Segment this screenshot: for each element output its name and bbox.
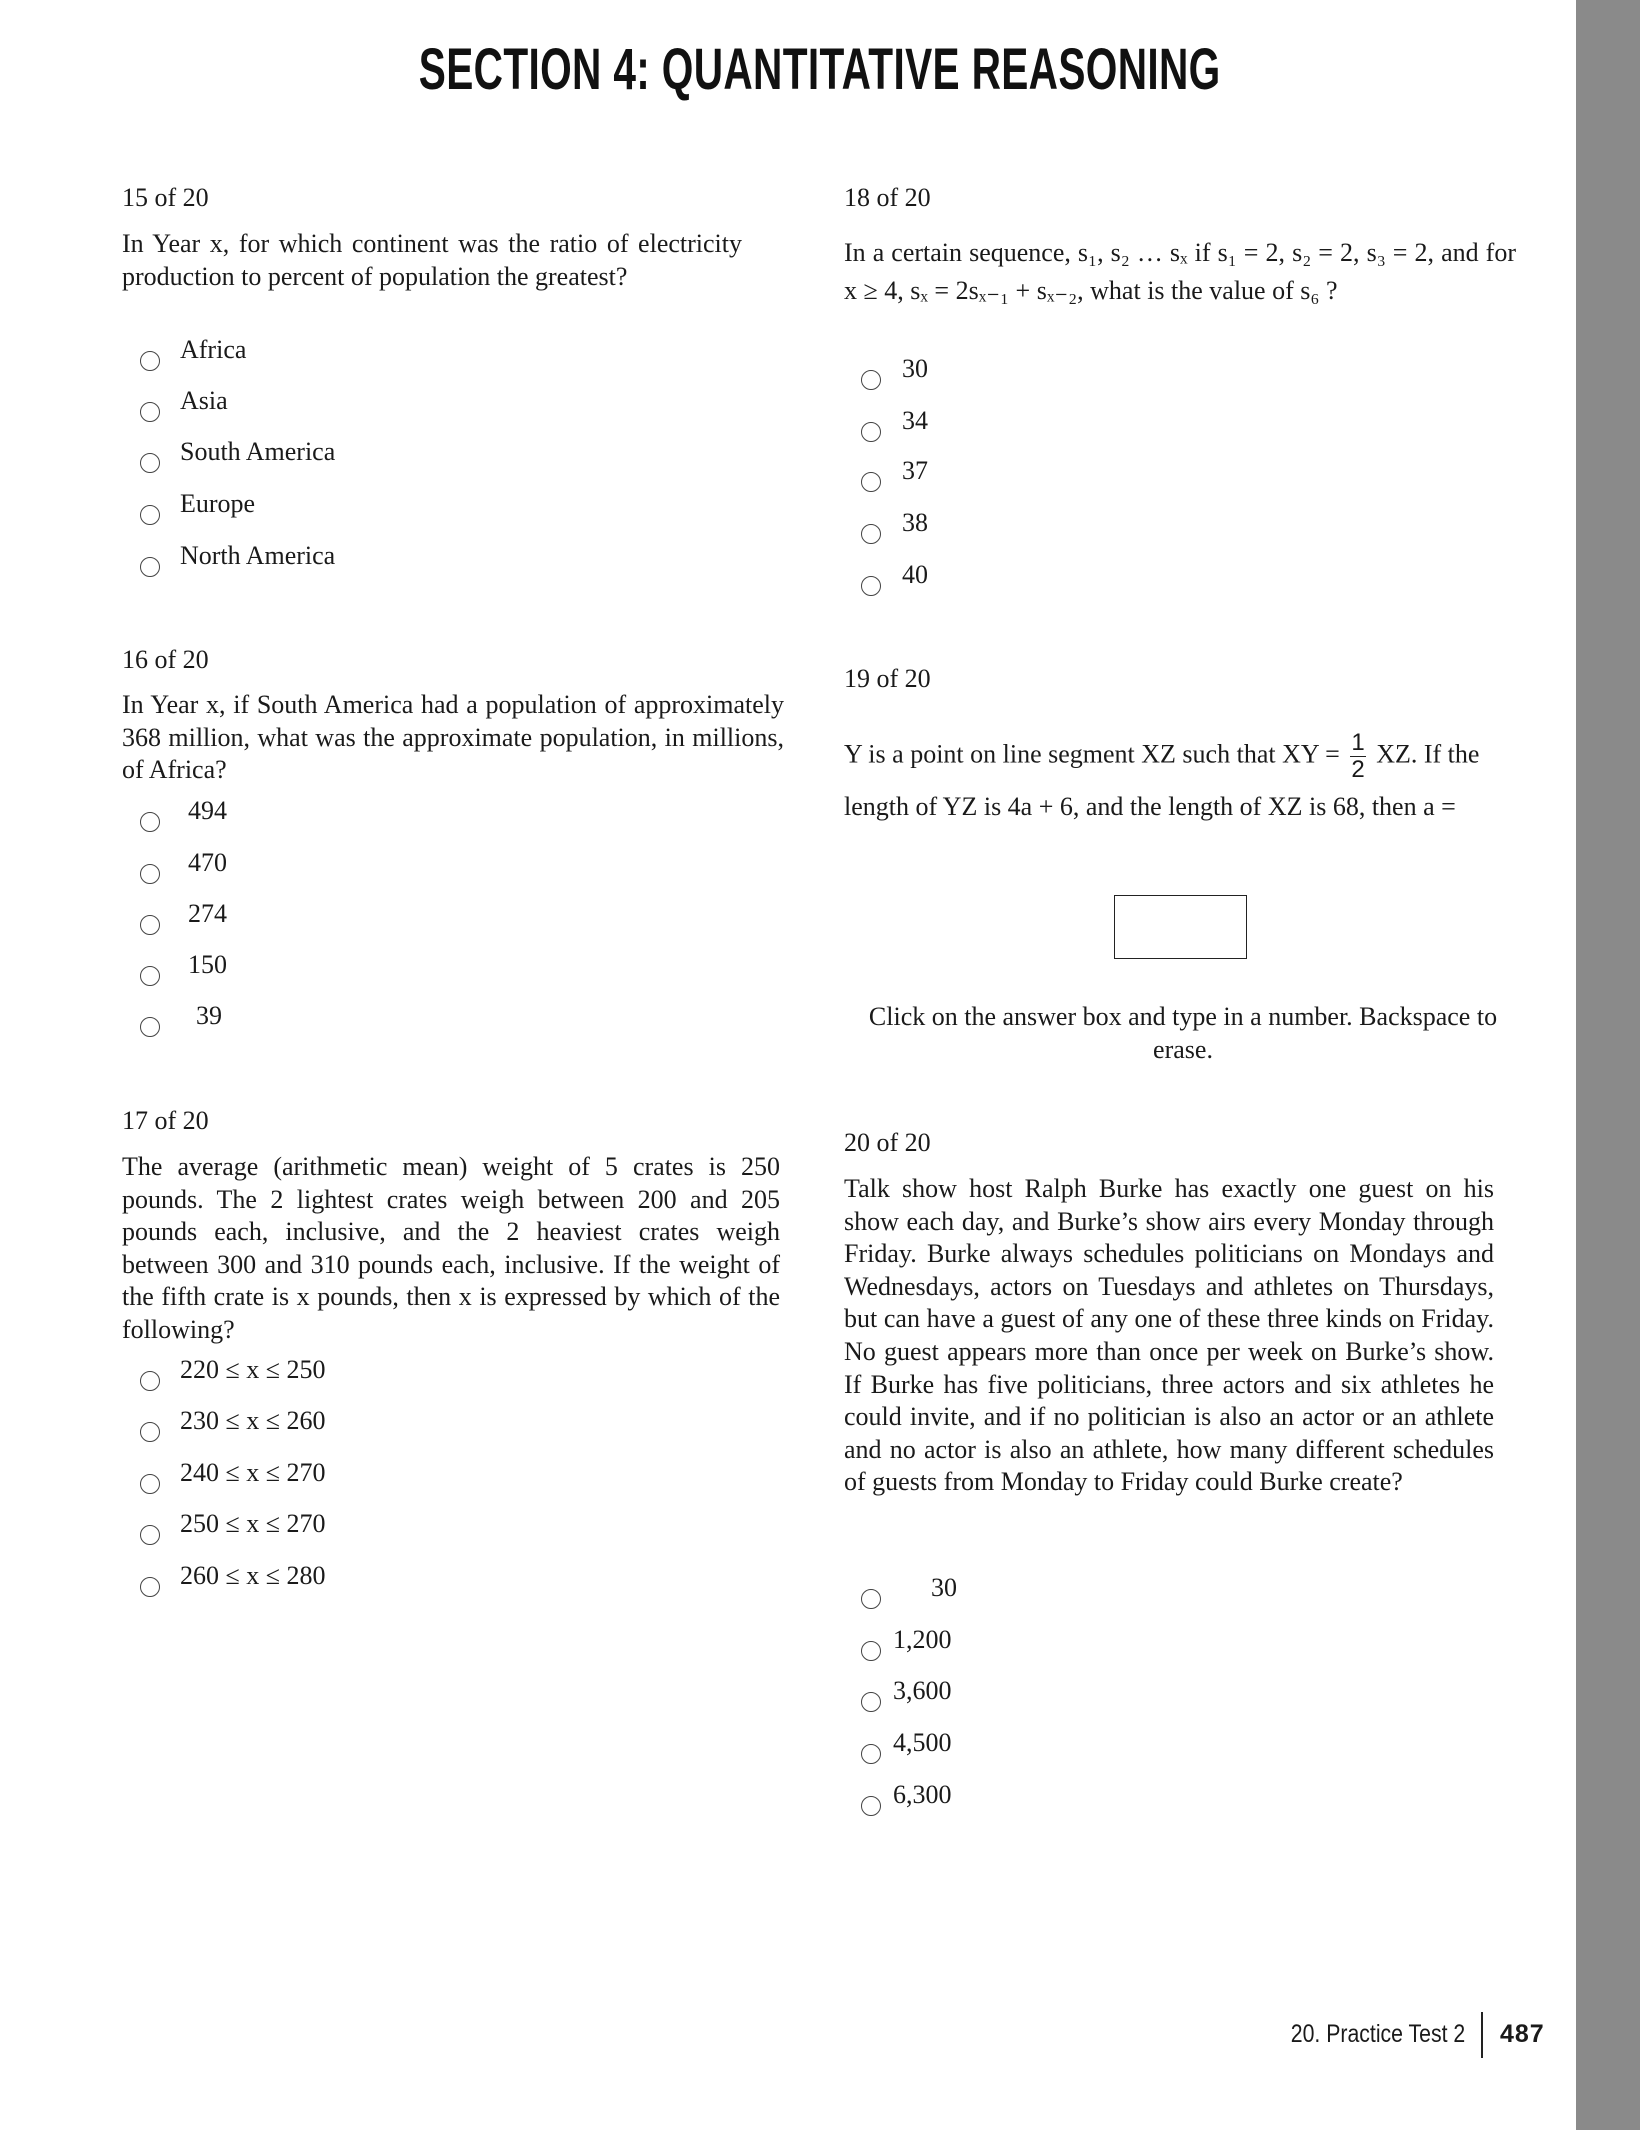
question-number: 16 of 20 [122, 645, 209, 674]
radio-button[interactable] [140, 864, 160, 884]
answer-option[interactable] [140, 386, 540, 422]
radio-button[interactable] [140, 1525, 160, 1545]
fraction-denominator: 2 [1351, 756, 1365, 783]
option-label: 494 [188, 796, 227, 825]
section-title-text: SECTION 4: QUANTITATIVE REASONING [419, 37, 1221, 102]
radio-button[interactable] [140, 915, 160, 935]
answer-option[interactable] [140, 335, 540, 371]
radio-button[interactable] [861, 1589, 881, 1609]
answer-option[interactable] [140, 899, 540, 935]
option-label: 274 [188, 899, 227, 928]
answer-option[interactable] [140, 541, 540, 577]
radio-button[interactable] [140, 557, 160, 577]
option-label: 1,200 [893, 1625, 952, 1654]
option-label: 37 [902, 456, 928, 485]
question-number: 20 of 20 [844, 1128, 931, 1157]
option-label: 38 [902, 508, 928, 537]
option-label: 220 ≤ x ≤ 250 [180, 1355, 326, 1384]
option-label: 230 ≤ x ≤ 260 [180, 1406, 326, 1435]
fraction-numerator: 1 [1351, 729, 1365, 756]
question-number: 17 of 20 [122, 1106, 209, 1135]
question-text: In a certain sequence, s₁, s₂ … sₓ if s₁ = 2, s₂ = 2, s₃ = 2, and for x ≥ 4, sₓ = 2sₓ₋₁ + sₓ₋₂, what is the value of s₆ ? [844, 238, 1516, 305]
answer-option[interactable] [140, 848, 540, 884]
radio-button[interactable] [140, 351, 160, 371]
radio-button[interactable] [861, 1692, 881, 1712]
radio-button[interactable] [140, 1577, 160, 1597]
question-text-part-a: Y is a point on line segment XZ such that XY = [844, 739, 1340, 769]
answer-instructions: Click on the answer box and type in a number. Backspace to erase. [868, 1002, 1498, 1064]
option-label: 240 ≤ x ≤ 270 [180, 1458, 326, 1487]
answer-option[interactable] [861, 456, 1261, 492]
question-text: In Year x, if South America had a population of approximately 368 million, what was the approximate population, in millions, of Africa? [122, 690, 784, 785]
radio-button[interactable] [140, 505, 160, 525]
answer-option[interactable] [140, 950, 540, 986]
answer-option[interactable] [140, 1355, 540, 1391]
page-number: 487 [1500, 2020, 1545, 2048]
option-label: 34 [902, 406, 928, 435]
answer-option[interactable] [861, 1625, 1261, 1661]
option-label: 30 [931, 1573, 957, 1602]
option-label: Europe [180, 489, 256, 518]
answer-option[interactable] [140, 1458, 540, 1494]
footer-divider [1481, 2012, 1483, 2058]
radio-button[interactable] [140, 1422, 160, 1442]
answer-option[interactable] [140, 796, 540, 832]
answer-option[interactable] [140, 1001, 540, 1037]
option-label: 260 ≤ x ≤ 280 [180, 1561, 326, 1590]
radio-button[interactable] [861, 1641, 881, 1661]
question-number: 15 of 20 [122, 183, 209, 212]
radio-button[interactable] [140, 812, 160, 832]
answer-option[interactable] [140, 1406, 540, 1442]
radio-button[interactable] [140, 402, 160, 422]
question-text-part-b: XZ. If the length of YZ is 4a + 6, and the length of XZ is 68, then a = [844, 739, 1480, 821]
answer-option[interactable] [140, 1509, 540, 1545]
chapter-label: 20. Practice Test 2 [1290, 2020, 1465, 2048]
radio-button[interactable] [140, 453, 160, 473]
option-label: 250 ≤ x ≤ 270 [180, 1509, 326, 1538]
page-footer [0, 2018, 1545, 2054]
radio-button[interactable] [861, 370, 881, 390]
option-label: 40 [902, 560, 928, 589]
question-text: The average (arithmetic mean) weight of 5 crates is 250 pounds. The 2 lightest crates weigh between 200 and 205 pounds each, inclusive, and the 2 heaviest crates weigh between 300 and 310 pounds each, inclusive. If the weight of the fifth crate is x pounds, then x is expressed by which of the following? [122, 1152, 780, 1344]
radio-button[interactable] [861, 422, 881, 442]
radio-button[interactable] [140, 966, 160, 986]
option-label: North America [180, 541, 336, 570]
option-label: 39 [196, 1001, 222, 1030]
answer-option[interactable] [140, 1561, 540, 1597]
question-number: 19 of 20 [844, 664, 931, 693]
answer-option[interactable] [140, 437, 540, 473]
answer-option[interactable] [861, 1573, 1261, 1609]
section-title [0, 36, 1640, 103]
question-text: In Year x, for which continent was the ratio of electricity production to percent of population the greatest? [122, 229, 742, 291]
option-label: Africa [180, 335, 247, 364]
option-label: South America [180, 437, 336, 466]
answer-option[interactable] [861, 1728, 1261, 1764]
fraction [1350, 730, 1365, 783]
answer-option[interactable] [140, 489, 540, 525]
option-label: 30 [902, 354, 928, 383]
option-label: 6,300 [893, 1780, 952, 1809]
option-label: 470 [188, 848, 227, 877]
page-edge-bar [1576, 0, 1640, 2130]
radio-button[interactable] [140, 1017, 160, 1037]
option-label: 150 [188, 950, 227, 979]
option-label: 3,600 [893, 1676, 952, 1705]
radio-button[interactable] [861, 1744, 881, 1764]
question-number: 18 of 20 [844, 183, 931, 212]
option-label: Asia [180, 386, 228, 415]
answer-option[interactable] [861, 508, 1261, 544]
radio-button[interactable] [140, 1474, 160, 1494]
answer-option[interactable] [861, 354, 1261, 390]
radio-button[interactable] [861, 524, 881, 544]
answer-option[interactable] [861, 406, 1261, 442]
question-text: Talk show host Ralph Burke has exactly one guest on his show each day, and Burke’s show airs every Monday through Friday. Burke always schedules politicians on Mondays and Wednesdays, actors on Tuesdays and athletes on Thursdays, but can have a guest of any one of these three kinds on Friday. No guest appears more than once per week on Burke’s show. If Burke has five politicians, three actors and six athletes he could invite, and if no politician is also an actor or an athlete and no actor is also an athlete, how many different schedules of guests from Monday to Friday could Burke create? [844, 1174, 1494, 1497]
answer-option[interactable] [861, 560, 1261, 596]
radio-button[interactable] [140, 1371, 160, 1391]
radio-button[interactable] [861, 472, 881, 492]
answer-option[interactable] [861, 1676, 1261, 1712]
radio-button[interactable] [861, 576, 881, 596]
option-label: 4,500 [893, 1728, 952, 1757]
question-text [844, 730, 1494, 831]
answer-input-box[interactable] [1114, 895, 1247, 959]
radio-button[interactable] [861, 1796, 881, 1816]
answer-option[interactable] [861, 1780, 1261, 1816]
